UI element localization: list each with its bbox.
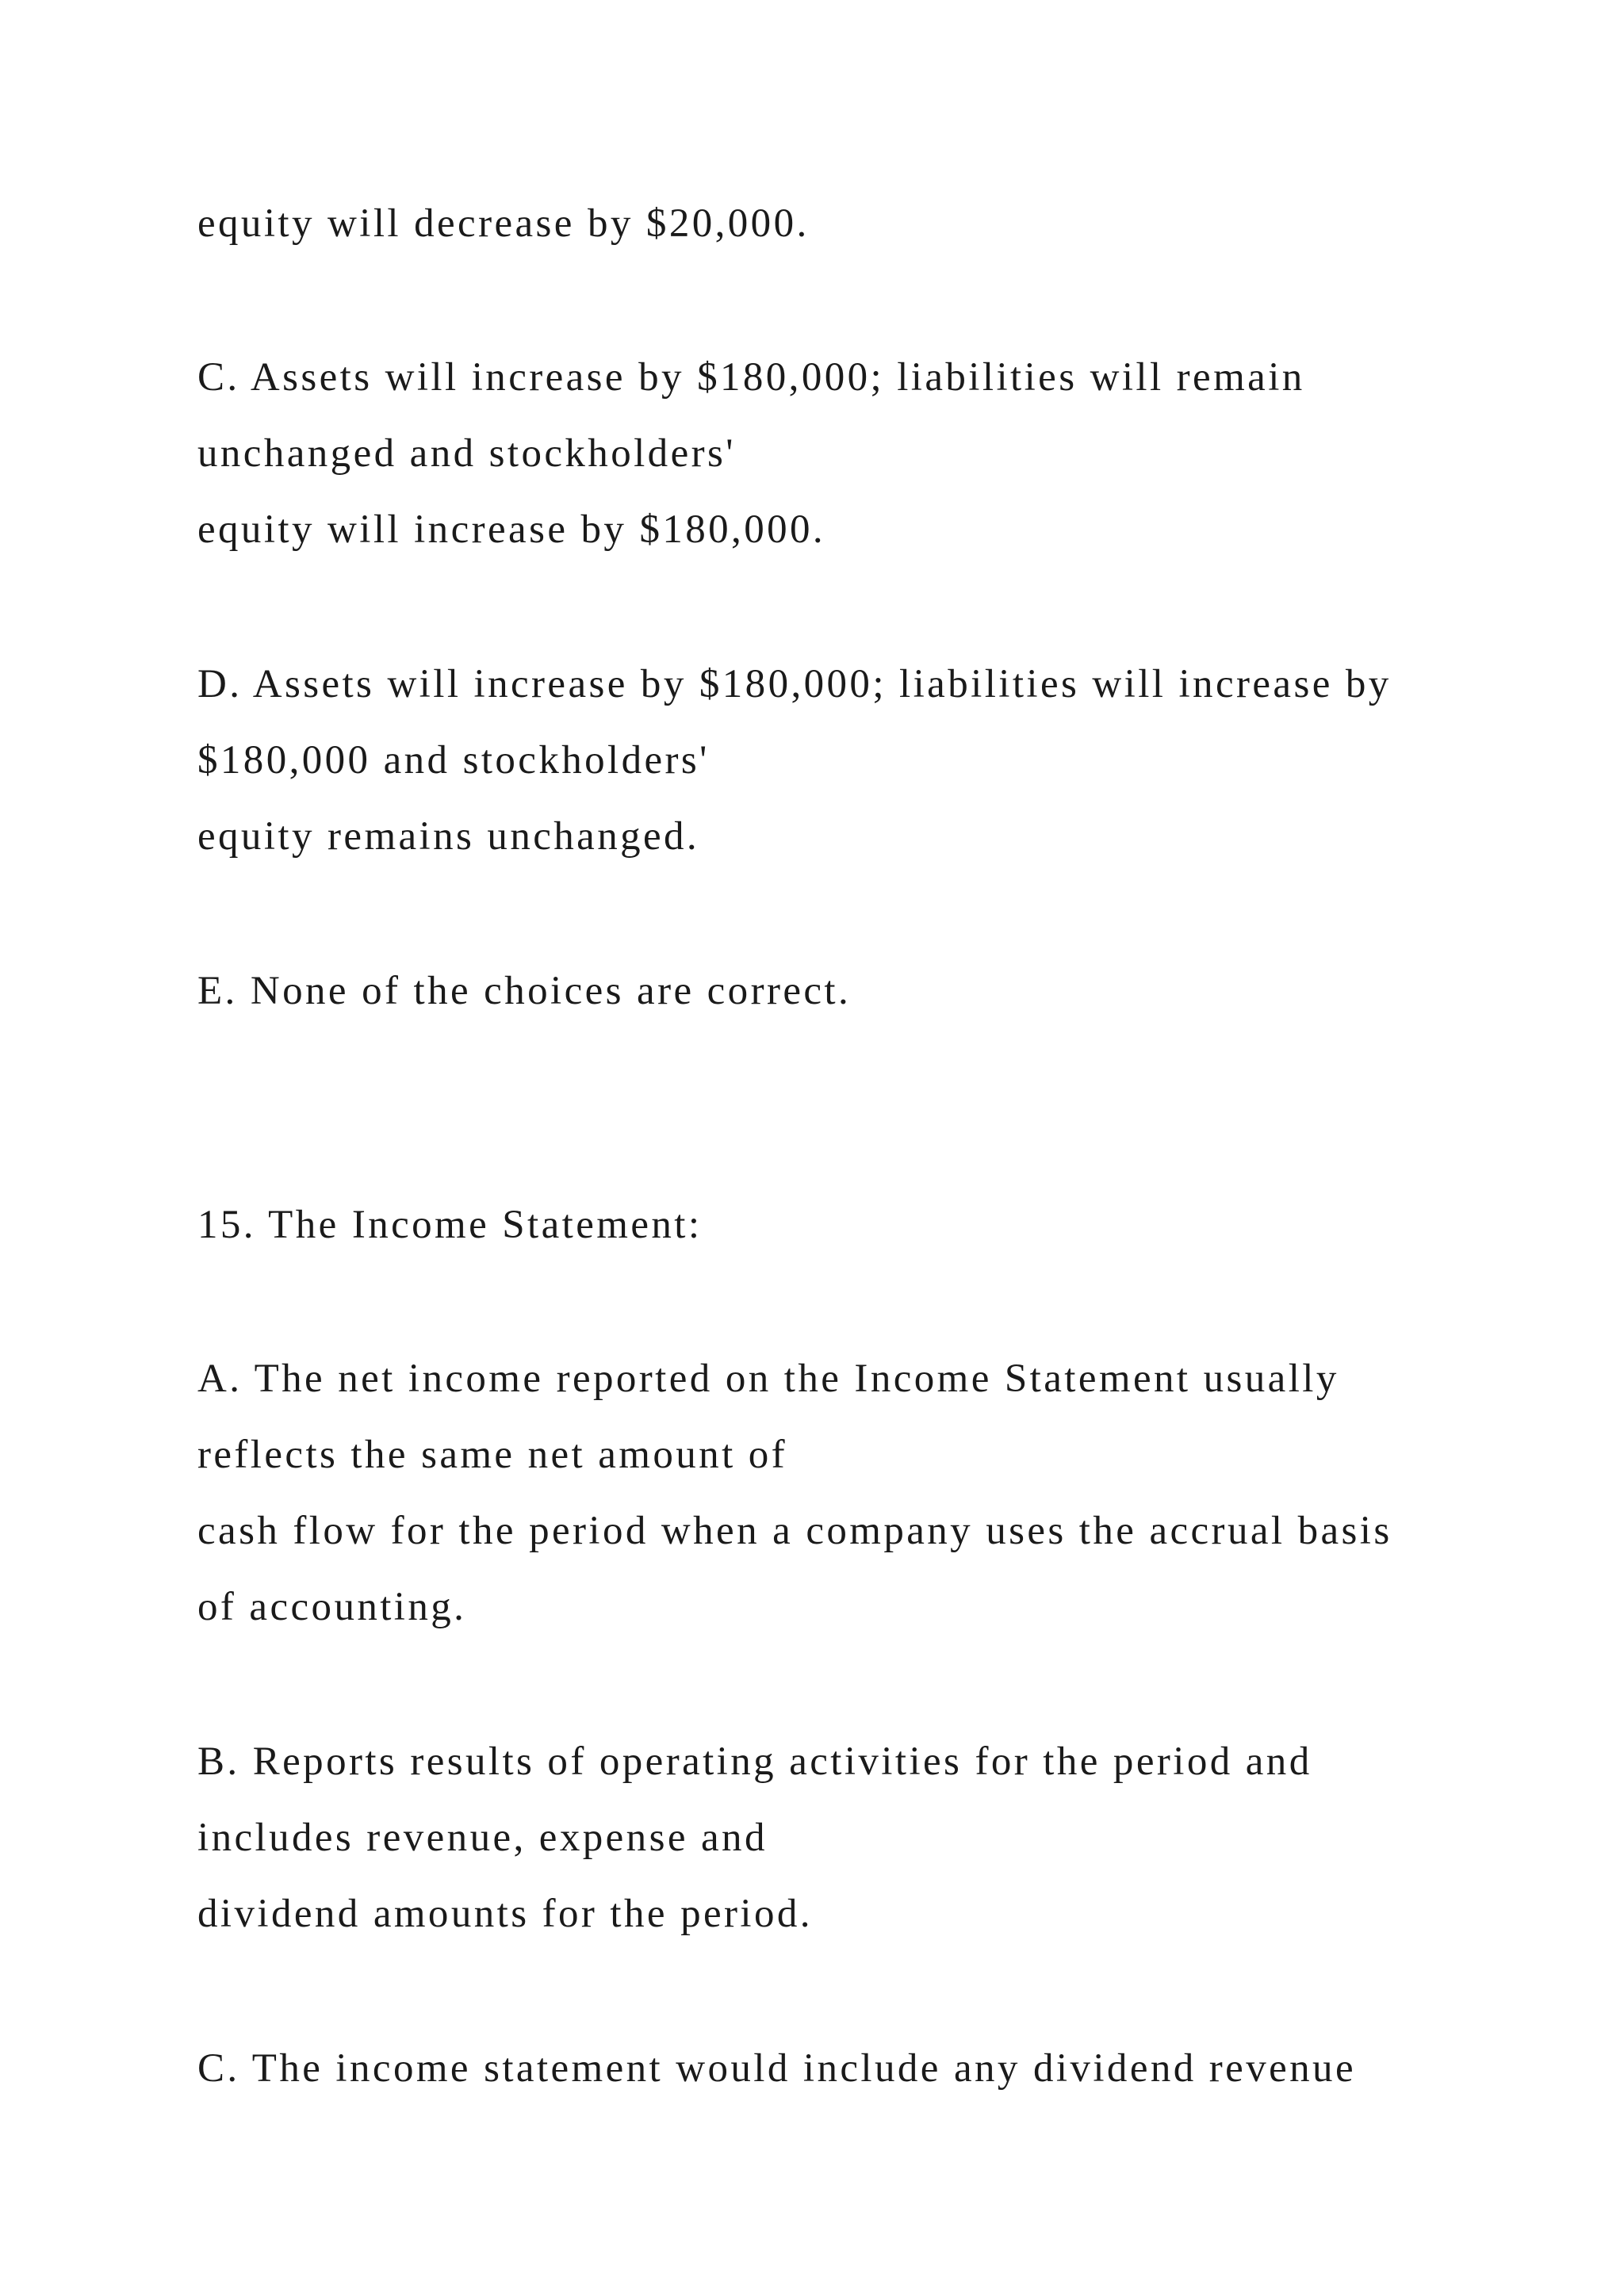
q15-option-a-line-1: A. The net income reported on the Income Statement usually bbox=[197, 1357, 1339, 1401]
q15-option-b-line-2: includes revenue, expense and bbox=[197, 1816, 768, 1860]
q15-option-b-line-1: B. Reports results of operating activities for the period and bbox=[197, 1739, 1312, 1784]
q15-option-a-line-2: reflects the same net amount of bbox=[197, 1433, 788, 1477]
q14-option-d-line-1: D. Assets will increase by $180,000; liabilities will increase by bbox=[197, 662, 1392, 706]
q15-option-a-line-3: cash flow for the period when a company uses the accrual basis bbox=[197, 1509, 1392, 1553]
q14-option-e: E. None of the choices are correct. bbox=[197, 969, 852, 1013]
q14-option-c-line-1: C. Assets will increase by $180,000; liabilities will remain bbox=[197, 355, 1305, 400]
q14-option-d-line-3: equity remains unchanged. bbox=[197, 814, 700, 859]
q14-option-d-line-2: $180,000 and stockholders' bbox=[197, 738, 710, 783]
q15-option-b-line-3: dividend amounts for the period. bbox=[197, 1892, 813, 1936]
q14-option-c-line-3: equity will increase by $180,000. bbox=[197, 507, 826, 552]
q14-option-c-line-2: unchanged and stockholders' bbox=[197, 431, 736, 476]
q15-option-a-line-4: of accounting. bbox=[197, 1585, 467, 1629]
q15-option-c-start: C. The income statement would include any dividend revenue bbox=[197, 2046, 1356, 2091]
q14-option-b-end: equity will decrease by $20,000. bbox=[197, 201, 810, 246]
q15-title: 15. The Income Statement: bbox=[197, 1203, 703, 1247]
